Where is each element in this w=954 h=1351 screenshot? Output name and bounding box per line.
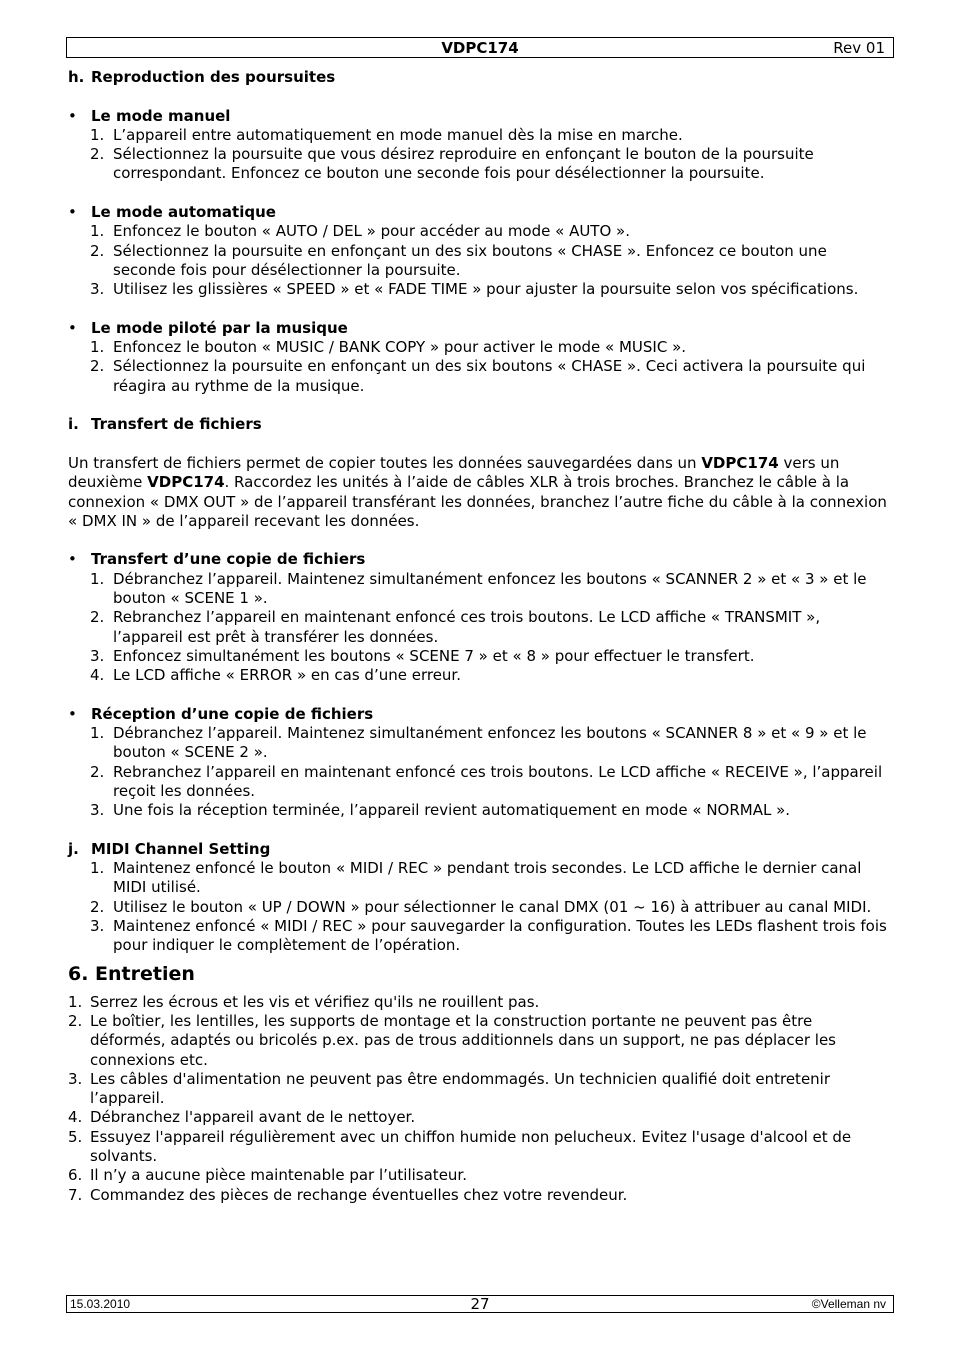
step-list xyxy=(68,724,888,820)
header-model: VDPC174 xyxy=(441,39,519,57)
list-item: 1. Enfoncez le bouton « MUSIC / BANK COPY » pour activer le mode « MUSIC ». xyxy=(90,338,687,357)
bullet-heading: • Transfert d’une copie de fichiers xyxy=(68,550,366,569)
bullet-heading: • Le mode automatique xyxy=(68,203,276,222)
page-number: 27 xyxy=(470,1295,490,1313)
header-revision: Rev 01 xyxy=(833,39,885,57)
list-item: 2. Sélectionnez la poursuite en enfonçant un des six boutons « CHASE ». Enfoncez ce bouton une seconde fois pour désélectionner la poursuite. xyxy=(90,241,827,279)
page-footer xyxy=(66,1295,894,1313)
footer-copyright: ©Velleman nv xyxy=(811,1297,886,1311)
section-h-title: Reproduction des poursuites xyxy=(91,68,336,86)
section-i-title: Transfert de fichiers xyxy=(91,415,262,434)
step-list xyxy=(68,338,888,396)
maintenance-list xyxy=(68,993,888,1205)
list-item: 4. Débranchez l'appareil avant de le nettoyer. xyxy=(68,1108,416,1127)
list-item: 3. Maintenez enfoncé « MIDI / REC » pour sauvegarder la configuration. Toutes les LEDs flashent trois fois pour indiquer le complètement de l’opération. xyxy=(90,917,887,955)
footer-date: 15.03.2010 xyxy=(70,1297,131,1311)
step-list xyxy=(68,222,888,299)
list-item: 2. Rebranchez l’appareil en maintenant enfoncé ces trois boutons. Le LCD affiche « TRANSMIT », l’appareil est prêt à transférer les données. xyxy=(90,608,821,646)
bullet-icon: • xyxy=(68,550,77,569)
bullet-icon: • xyxy=(68,203,77,222)
list-item: 2. Utilisez le bouton « UP / DOWN » pour sélectionner le canal DMX (01 ~ 16) à attribuer au canal MIDI. xyxy=(90,897,872,916)
list-item: 1. Maintenez enfoncé le bouton « MIDI / REC » pendant trois secondes. Le LCD affiche le dernier canal MIDI utilisé. xyxy=(90,859,862,897)
bullet-icon: • xyxy=(68,318,77,337)
step-list xyxy=(68,570,888,686)
list-item: 2. Sélectionnez la poursuite en enfonçant un des six boutons « CHASE ». Ceci activera la poursuite qui réagira au rythme de la musique. xyxy=(90,357,866,395)
list-item: 3. Utilisez les glissières « SPEED » et « FADE TIME » pour ajuster la poursuite selon vos spécifications. xyxy=(90,280,859,299)
list-item: 1. Débranchez l’appareil. Maintenez simultanément enfoncez les boutons « SCANNER 8 » et « 9 » et le bouton « SCENE 2 ». xyxy=(90,724,867,762)
list-item: 7. Commandez des pièces de rechange éventuelles chez votre revendeur. xyxy=(68,1185,628,1204)
step-list xyxy=(68,126,888,184)
section-j-heading: j. MIDI Channel Setting xyxy=(68,839,271,858)
section-j-title: MIDI Channel Setting xyxy=(91,839,271,858)
section-6-heading: 6. Entretien xyxy=(68,962,195,985)
list-item: 4. Le LCD affiche « ERROR » en cas d’une erreur. xyxy=(90,666,461,685)
list-item: 2. Le boîtier, les lentilles, les supports de montage et la construction portante ne peuvent pas être déformés, adaptés ou bricolés p.ex. pas de trous additionnels dans un support, ne pas déplacer les connexions etc. xyxy=(68,1011,836,1069)
list-item: 1. Débranchez l’appareil. Maintenez simultanément enfoncez les boutons « SCANNER 2 » et « 3 » et le bouton « SCENE 1 ». xyxy=(90,569,867,608)
bullet-icon: • xyxy=(68,704,77,723)
list-item: 1. Enfoncez le bouton « AUTO / DEL » pour accéder au mode « AUTO ». xyxy=(90,222,630,241)
list-item: 1. Serrez les écrous et les vis et vérifiez qu'ils ne rouillent pas. xyxy=(68,992,540,1011)
section-i-heading: i. Transfert de fichiers xyxy=(68,415,262,434)
list-item: 1. L’appareil entre automatiquement en mode manuel dès la mise en marche. xyxy=(90,125,683,144)
list-item: 3. Une fois la réception terminée, l’appareil revient automatiquement en mode « NORMAL ». xyxy=(90,801,791,820)
list-item: 5. Essuyez l'appareil régulièrement avec un chiffon humide non pelucheux. Evitez l'usage d'alcool et de solvants. xyxy=(68,1127,852,1166)
page-content xyxy=(68,68,888,1205)
bullet-heading: • Le mode piloté par la musique xyxy=(68,318,348,337)
transfer-intro-paragraph: Un transfert de fichiers permet de copier toutes les données sauvegardées dans un VDPC174 vers un deuxième VDPC174. Raccordez les unités à l’aide de câbles XLR à trois broches. Branchez le câble à la connexion « DMX OUT » de l’appareil transférant les données, branchez l’autre fiche du câble à la connexion « DMX IN » de l’appareil recevant les données. xyxy=(68,453,887,530)
list-item: 3. Les câbles d'alimentation ne peuvent pas être endommagés. Un technicien qualifié doit entretenir l’appareil. xyxy=(68,1069,831,1108)
list-item: 6. Il n’y a aucune pièce maintenable par l’utilisateur. xyxy=(68,1166,467,1185)
bullet-heading: • Réception d’une copie de fichiers xyxy=(68,704,374,723)
section-h-heading: h. Reproduction des poursuites xyxy=(68,68,336,86)
list-item: 2. Sélectionnez la poursuite que vous désirez reproduire en enfonçant le bouton de la poursuite correspondant. Enfoncez ce bouton une seconde fois pour désélectionner la poursuite. xyxy=(90,145,814,183)
list-item: 3. Enfoncez simultanément les boutons « SCENE 7 » et « 8 » pour effectuer le transfert. xyxy=(90,646,755,665)
step-list xyxy=(68,859,888,955)
page-header xyxy=(66,37,894,58)
bullet-icon: • xyxy=(68,106,77,125)
bullet-heading: • Le mode manuel xyxy=(68,106,231,125)
list-item: 2. Rebranchez l’appareil en maintenant enfoncé ces trois boutons. Le LCD affiche « RECEIVE », l’appareil reçoit les données. xyxy=(90,762,883,800)
